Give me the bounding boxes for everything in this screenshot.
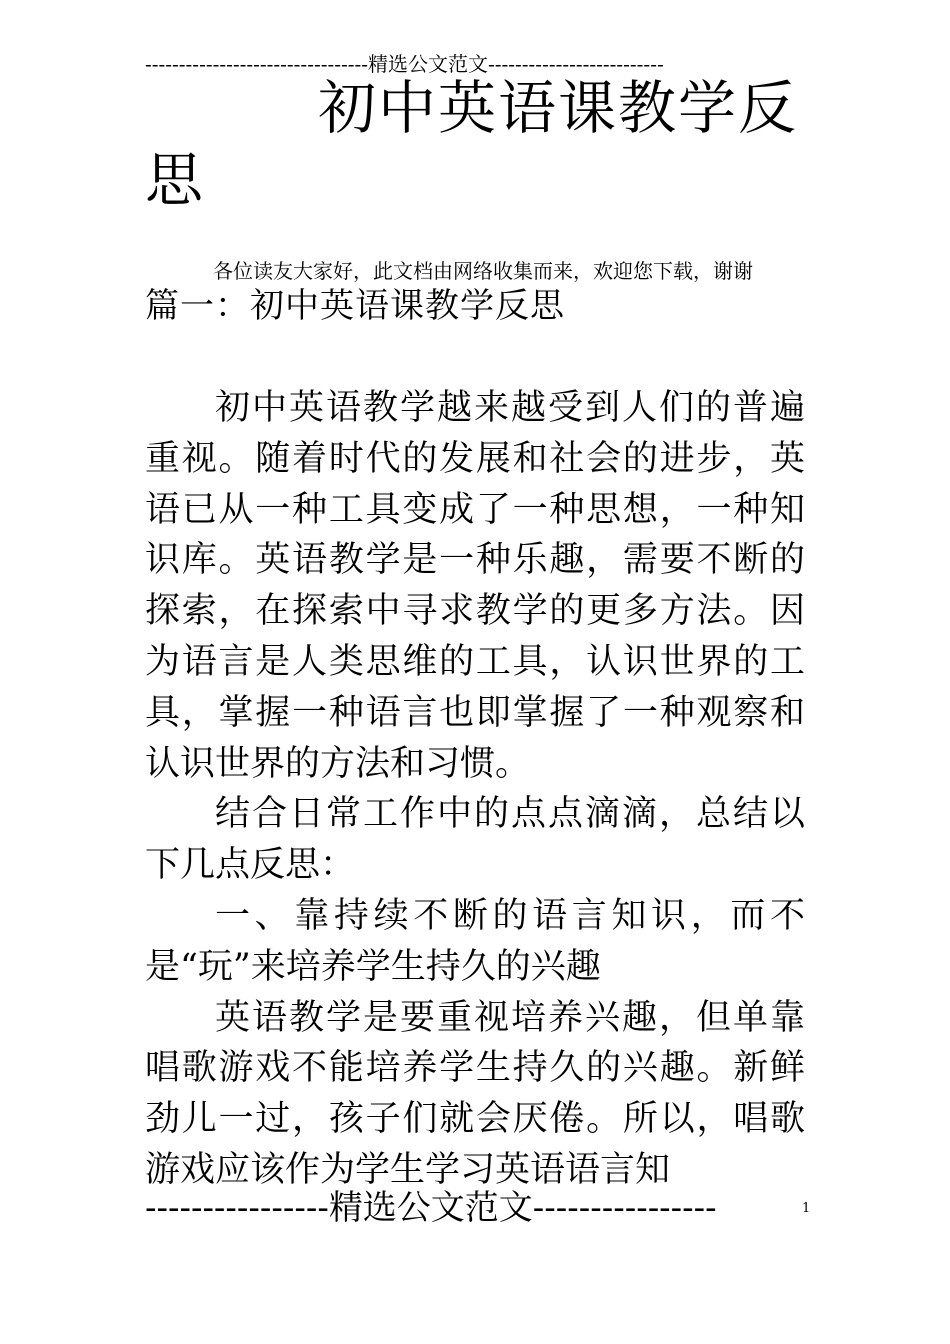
footer-rule: ----------------精选公文范文---------------- (145, 1188, 717, 1228)
page-number: 1 (802, 1201, 811, 1216)
document-title-line-2: 思 (145, 146, 204, 214)
section-heading: 篇一：初中英语课教学反思 (145, 286, 565, 326)
document-title-line-1: 初中英语课教学反 (318, 74, 799, 142)
greeting-line: 各位读友大家好，此文档由网络收集而来，欢迎您下载，谢谢 (213, 259, 753, 283)
header-rule: ---------------------------------精选公文范文-------------------------- (145, 52, 664, 76)
paragraph-point-one-body: 英语教学是要重视培养兴趣，但单靠唱歌游戏不能培养学生持久的兴趣。新鲜劲儿一过，孩子们就会厌倦。所以，唱歌游戏应该作为学生学习英语语言知 (145, 997, 805, 1190)
paragraph-intro: 初中英语教学越来越受到人们的普遍重视。随着时代的发展和社会的进步，英语已从一种工具变成了一种思想，一种知识库。英语教学是一种乐趣，需要不断的探索，在探索中寻求教学的更多方法。因为语言是人类思维的工具，认识世界的工具，掌握一种语言也即掌握了一种观察和认识世界的方法和习惯。 (145, 388, 805, 784)
paragraph-summary: 结合日常工作中的点点滴滴，总结以下几点反思： (145, 794, 805, 886)
paragraph-point-one-heading: 一、靠持续不断的语言知识，而不是“玩”来培养学生持久的兴趣 (145, 895, 805, 987)
body-text (145, 383, 805, 1196)
